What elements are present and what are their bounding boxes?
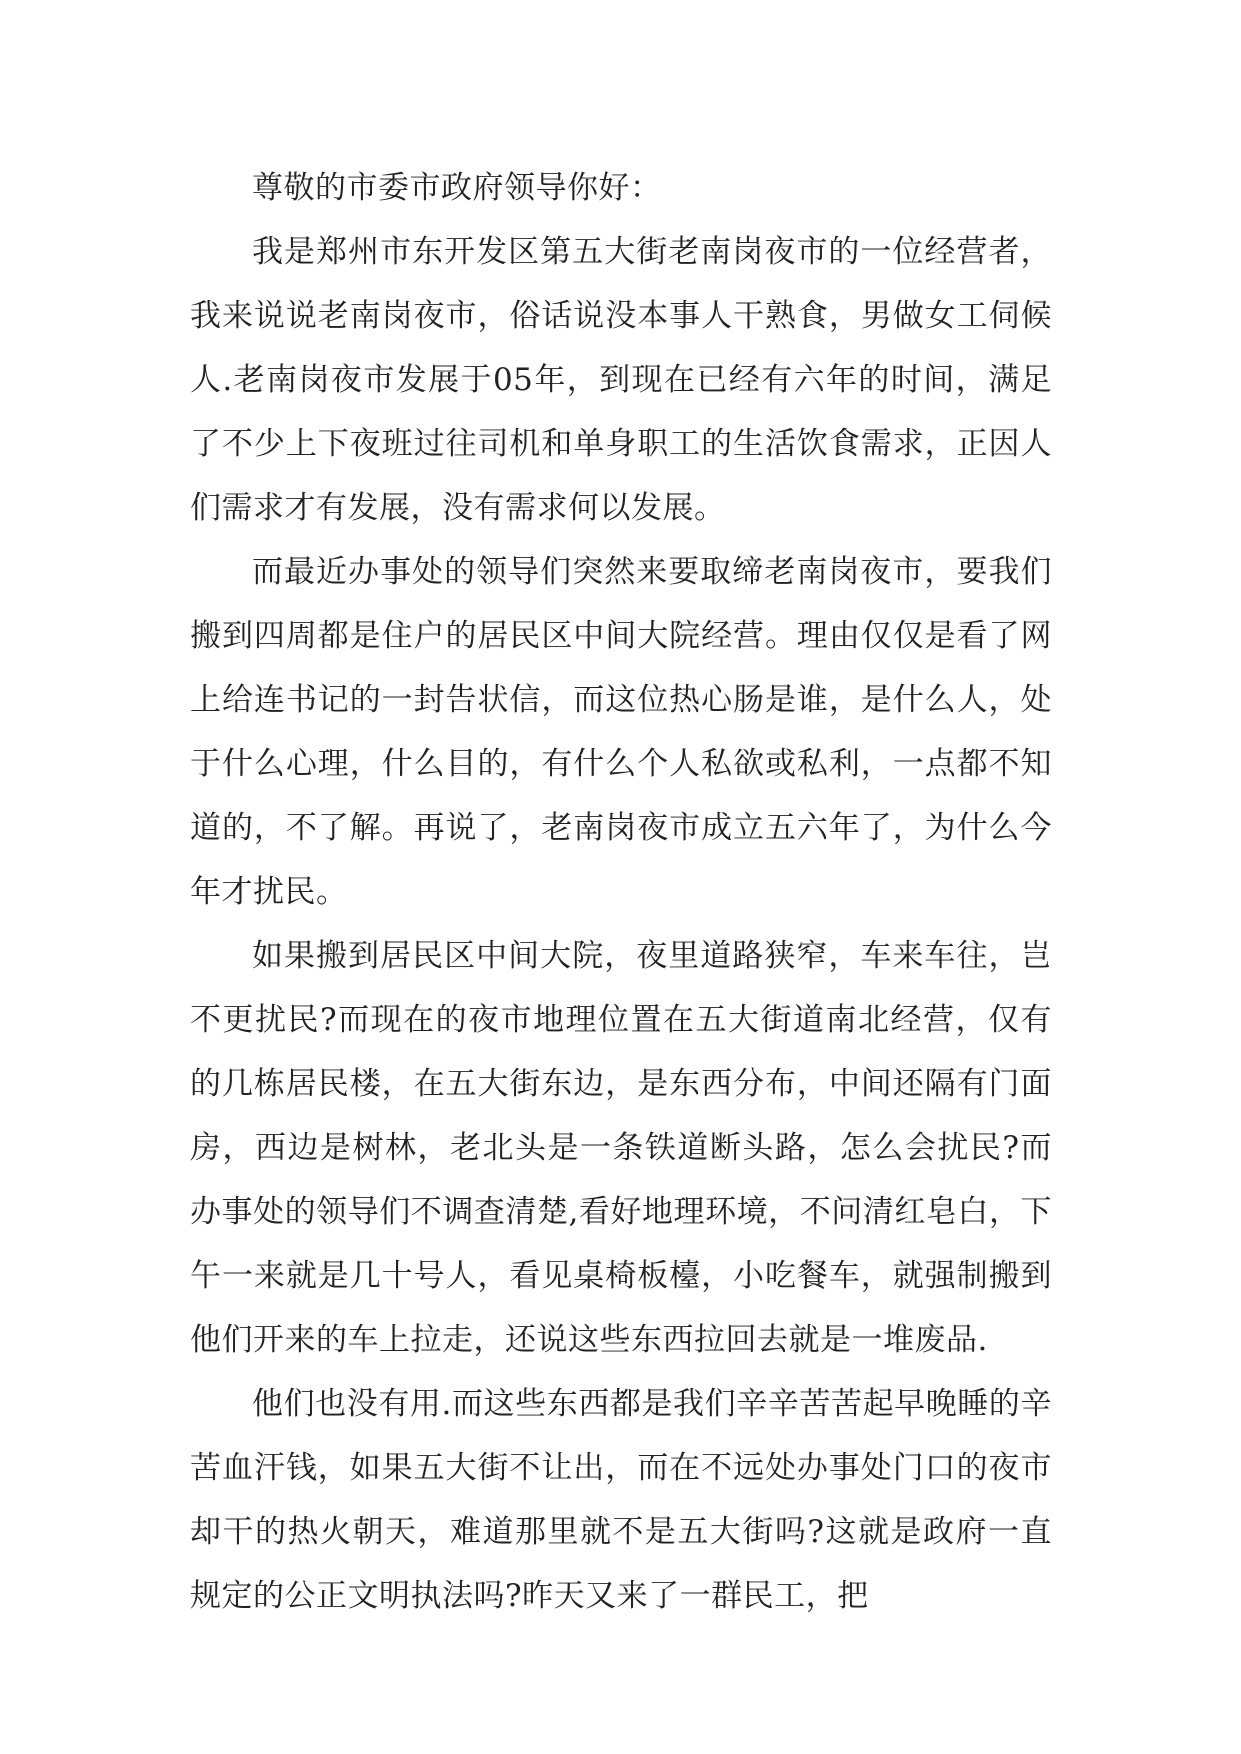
paragraph-4: 他们也没有用.而这些东西都是我们辛辛苦苦起早晚睡的辛苦血汗钱，如果五大街不让出，而在不远处办事处门口的夜市却干的热火朝天，难道那里就不是五大街吗?这就是政府一直规定的公正文明执法吗?昨天又来了一群民工，把: [190, 1386, 1052, 1614]
paragraph-1: 我是郑州市东开发区第五大街老南岗夜市的一位经营者，我来说说老南岗夜市，俗话说没本事人干熟食，男做女工伺候人.老南岗夜市发展于05年，到现在已经有六年的时间，满足了不少上下夜班过往司机和单身职工的生活饮食需求，正因人们需求才有发展，没有需求何以发展。: [190, 234, 1052, 526]
salutation: 尊敬的市委市政府领导你好：: [252, 170, 662, 206]
letter-body: [190, 156, 1052, 1628]
paragraph-2: 而最近办事处的领导们突然来要取缔老南岗夜市，要我们搬到四周都是住户的居民区中间大院经营。理由仅仅是看了网上给连书记的一封告状信，而这位热心肠是谁，是什么人，处于什么心理，什么目的，有什么个人私欲或私利，一点都不知道的，不了解。再说了，老南岗夜市成立五六年了，为什么今年才扰民。: [190, 554, 1052, 910]
paragraph-3: 如果搬到居民区中间大院，夜里道路狭窄，车来车往，岂不更扰民?而现在的夜市地理位置在五大街道南北经营，仅有的几栋居民楼，在五大街东边，是东西分布，中间还隔有门面房，西边是树林，老北头是一条铁道断头路，怎么会扰民?而办事处的领导们不调查清楚,看好地理环境，不问清红皂白，下午一来就是几十号人，看见桌椅板檯，小吃餐车，就强制搬到他们开来的车上拉走，还说这些东西拉回去就是一堆废品.: [190, 938, 1052, 1358]
